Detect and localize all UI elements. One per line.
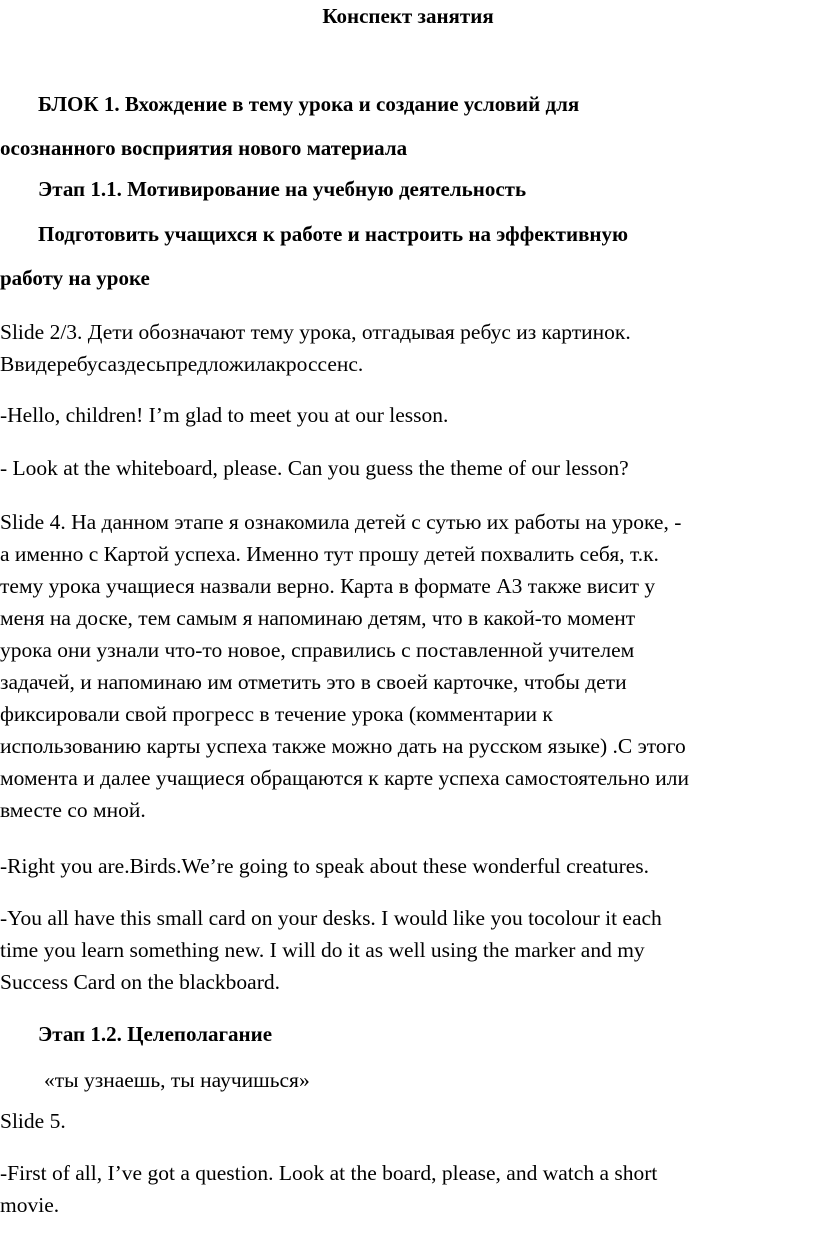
block1-heading-line1: БЛОК 1. Вхождение в тему урока и создание условий для	[38, 92, 580, 116]
birds-paragraph	[0, 850, 816, 882]
slide-4-line: а именно с Картой успеха. Именно тут прошу детей похвалить себя, т.к.	[0, 542, 659, 566]
question-paragraph	[0, 1157, 816, 1221]
card-line3: Success Card on the blackboard.	[0, 970, 281, 994]
question-line2: movie.	[0, 1193, 60, 1217]
stage-1-2-heading	[0, 1018, 816, 1050]
slide-4-line: Slide 4. На данном этапе я ознакомила детей с сутью их работы на уроке, -	[0, 510, 682, 534]
stage-1-1-label: Этап 1.1. Мотивирование на учебную деятельность	[38, 177, 527, 201]
slide-4-line: использованию карты успеха также можно дать на русском языке) .С этого	[0, 734, 686, 758]
slide-4-line: меня на доске, тем самым я напоминаю детям, что в какой-то момент	[0, 606, 636, 630]
slide-4-line: задачей, и напоминаю им отметить это в своей карточке, чтобы дети	[0, 670, 627, 694]
question-line1: -First of all, I’ve got a question. Look at the board, please, and watch a short	[0, 1161, 658, 1185]
slide-4-line: момента и далее учащиеся обращаются к карте успеха самостоятельно или	[0, 766, 689, 790]
hello-line: -Hello, children! I’m glad to meet you at our lesson.	[0, 403, 449, 427]
goal-line1: Подготовить учащихся к работе и настроить на эффективную	[38, 222, 629, 246]
quote-paragraph	[0, 1064, 816, 1096]
stage-1-2-label: Этап 1.2. Целеполагание	[38, 1022, 273, 1046]
slide-2-3-line2: Ввидеребусаздесьпредложилакроссенс.	[0, 352, 364, 376]
slide-2-3-paragraph	[0, 316, 816, 380]
slide-4-line: урока они узнали что-то новое, справились с поставленной учителем	[0, 638, 635, 662]
document-title: Конспект занятия	[322, 4, 494, 28]
card-paragraph	[0, 902, 816, 998]
goal-line2: работу на уроке	[0, 266, 150, 290]
block1-heading-line2: осознанного восприятия нового материала	[0, 136, 408, 160]
stage-1-1-heading	[0, 173, 816, 205]
stage-1-1-goal	[0, 218, 816, 294]
birds-line: -Right you are.Birds.We’re going to speak about these wonderful creatures.	[0, 854, 650, 878]
card-line2: time you learn something new. I will do it as well using the marker and my	[0, 938, 645, 962]
look-line: - Look at the whiteboard, please. Can you guess the theme of our lesson?	[0, 456, 629, 480]
slide-4-line: фиксировали свой прогресс в течение урока (комментарии к	[0, 702, 553, 726]
block1-heading	[0, 88, 816, 164]
card-line1: -You all have this small card on your desks. I would like you tocolour it each	[0, 906, 662, 930]
slide-4-paragraph	[0, 506, 816, 826]
hello-paragraph	[0, 399, 816, 431]
slide-2-3-line1: Slide 2/3. Дети обозначают тему урока, отгадывая ребус из картинок.	[0, 320, 631, 344]
slide-4-line: вместе со мной.	[0, 798, 146, 822]
slide-4-line: тему урока учащиеся назвали верно. Карта в формате А3 также висит у	[0, 574, 656, 598]
quote-line: «ты узнаешь, ты научишься»	[44, 1068, 310, 1092]
slide-5-paragraph	[0, 1105, 816, 1137]
look-paragraph	[0, 452, 816, 484]
slide-5-line: Slide 5.	[0, 1109, 66, 1133]
